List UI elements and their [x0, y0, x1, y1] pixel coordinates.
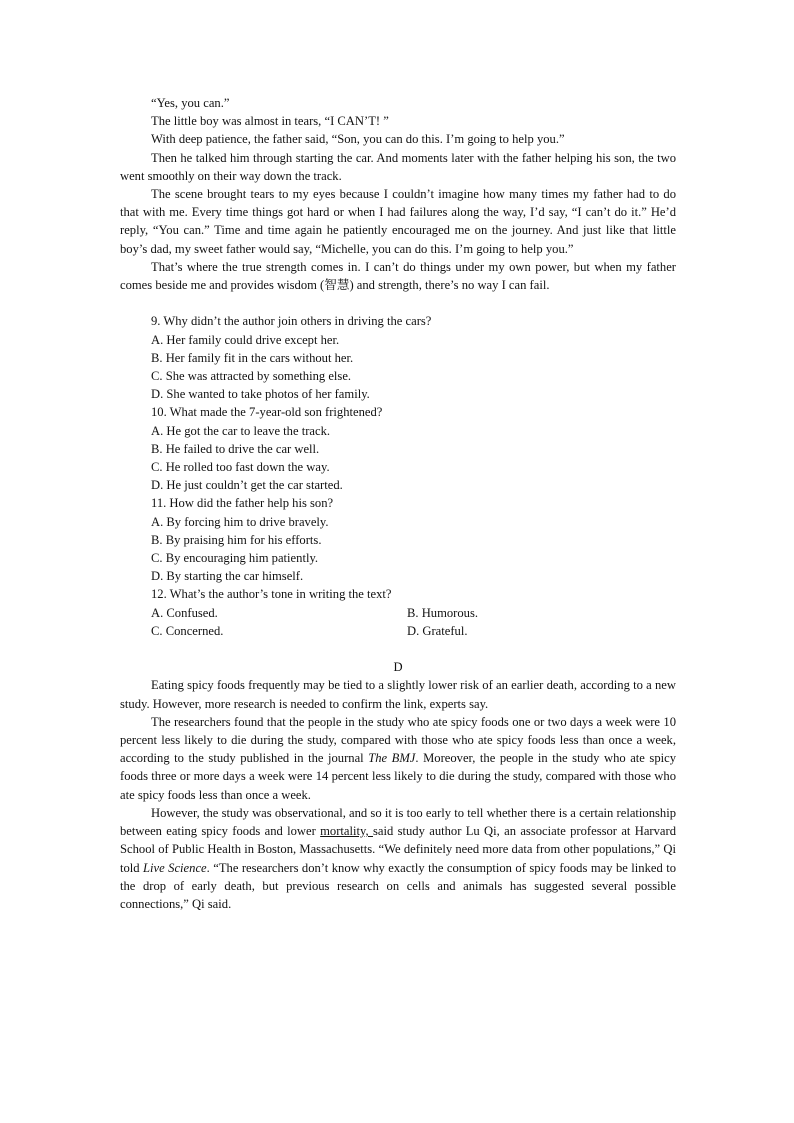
option-d: D. He just couldn’t get the car started.: [151, 478, 343, 493]
option-a: A. By forcing him to drive bravely.: [151, 514, 329, 529]
options-row: [120, 604, 676, 622]
paragraph: Eating spicy foods frequently may be tied to a slightly lower risk of an earlier death, according to a new study. However, more research is needed to confirm the link, experts say.: [120, 678, 676, 711]
text-run: . “The researchers don’t know why exactly the consumption of spicy foods may be linked to the drop of early death, but previous research on cells and animals has suggested several possible connections,” Qi said.: [120, 860, 676, 911]
paragraph: “Yes, you can.”: [151, 96, 230, 110]
section-heading: D: [393, 660, 403, 675]
option-b: B. Humorous.: [407, 605, 479, 620]
option-d: D. She wanted to take photos of her family.: [151, 387, 370, 402]
journal-name: The BMJ: [368, 751, 416, 766]
underlined-word: mortality,: [320, 824, 373, 839]
paragraph: [120, 804, 676, 913]
paragraph: Then he talked him through starting the car. And moments later with the father helping his son, the two went smoothly on their way down the track.: [120, 150, 676, 183]
question-stem: 10. What made the 7-year-old son frightened?: [151, 405, 383, 420]
question-12: [120, 585, 676, 640]
option-b: B. Her family fit in the cars without her.: [151, 350, 354, 365]
option-c: C. By encouraging him patiently.: [151, 551, 319, 566]
option-c: C. She was attracted by something else.: [151, 369, 352, 384]
question-10: [120, 403, 676, 494]
option-d: D. By starting the car himself.: [151, 569, 304, 584]
option-b: B. He failed to drive the car well.: [151, 441, 320, 456]
question-stem: 9. Why didn’t the author join others in driving the cars?: [151, 314, 432, 329]
question-stem: 12. What’s the author’s tone in writing the text?: [151, 587, 392, 602]
paragraph: With deep patience, the father said, “Son, you can do this. I’m going to help you.”: [151, 132, 565, 147]
paragraph: The scene brought tears to my eyes because I couldn’t imagine how many times my father had to do that with me. Every time things got hard or when I had failures along the way, I’d say, “I can’t do it.” He’d reply, “You can.” Time and time again he patiently encouraged me on the journey. And just like that little boy’s dad, my sweet father would say, “Michelle, you can do this. I’m going to help you.”: [120, 187, 676, 256]
question-stem: 11. How did the father help his son?: [151, 496, 334, 511]
text-run: However, the study was observational, and so it is too early to tell whether there is a certain relationship between eating spicy foods and lower: [120, 805, 676, 839]
question-11: [120, 494, 676, 585]
option-b: B. By praising him for his efforts.: [151, 532, 322, 547]
option-c: C. Concerned.: [151, 623, 224, 638]
option-a: A. Her family could drive except her.: [151, 332, 340, 347]
paragraph: [120, 713, 676, 804]
option-c: C. He rolled too fast down the way.: [151, 460, 330, 475]
paragraph: That’s where the true strength comes in. I can’t do things under my own power, but when my father comes beside me and provides wisdom (智慧) and strength, there’s no way I can fail.: [120, 259, 676, 293]
option-d: D. Grateful.: [407, 623, 468, 638]
text-run: . Moreover, the people in the study who ate spicy foods three or more days a week were 14 percent less likely to die during the study, compared with those who ate spicy foods less than once a week.: [120, 751, 677, 802]
text-run: The researchers found that the people in the study who ate spicy foods one or two days a week were 10 percent less likely to die during the study, compared with those who ate spicy foods less than once a week, according to the study published in the journal: [120, 714, 676, 766]
text-run: said study author Lu Qi, an associate professor at Harvard School of Public Health in Boston, Massachusetts. “We definitely need more data from other populations,” Qi told: [120, 824, 676, 875]
question-9: [120, 312, 676, 403]
paragraph: The little boy was almost in tears, “I CAN’T! ”: [151, 114, 389, 129]
magazine-name: Live Science: [143, 860, 207, 875]
option-a: A. Confused.: [151, 605, 218, 620]
exam-page: [120, 94, 676, 913]
option-a: A. He got the car to leave the track.: [151, 423, 331, 438]
options-row: [120, 622, 676, 640]
